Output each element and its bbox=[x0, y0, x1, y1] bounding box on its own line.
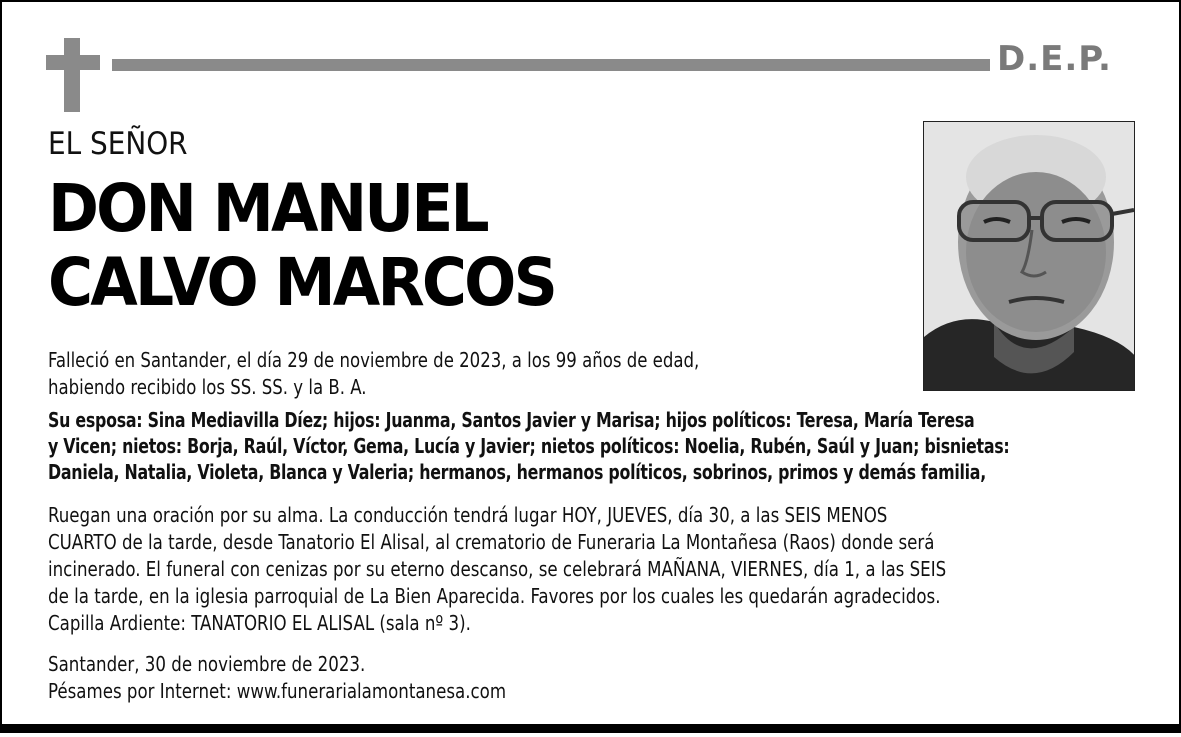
family-line: Daniela, Natalia, Violeta, Blanca y Valeria; hermanos, hermanos políticos, sobrinos, primos y demás familia, bbox=[48, 460, 986, 484]
portrait-photo bbox=[923, 121, 1135, 391]
ceremony-details bbox=[48, 502, 1140, 637]
condolences-website: Pésames por Internet: www.funerarialamontanesa.com bbox=[48, 679, 507, 703]
ceremony-line: incinerado. El funeral con cenizas por su eterno descanso, se celebrará MAÑANA, VIERNES, día 1, a las SEIS bbox=[48, 557, 947, 581]
ceremony-line: Ruegan una oración por su alma. La conducción tendrá lugar HOY, JUEVES, día 30, a las SEIS MENOS bbox=[48, 503, 888, 527]
death-notice-line: Falleció en Santander, el día 29 de noviembre de 2023, a los 99 años de edad, bbox=[48, 348, 700, 372]
ceremony-line: Capilla Ardiente: TANATORIO EL ALISAL (sala nº 3). bbox=[48, 611, 471, 635]
family-line: Su esposa: Sina Mediavilla Díez; hijos: Juanma, Santos Javier y Marisa; hijos políticos: Teresa, María Teresa bbox=[48, 408, 975, 432]
latin-cross-icon bbox=[46, 38, 102, 112]
family-list bbox=[48, 407, 1086, 485]
portrait-illustration bbox=[924, 122, 1135, 391]
death-notice-line: habiendo recibido los SS. SS. y la B. A. bbox=[48, 375, 367, 399]
header-rule bbox=[112, 59, 990, 71]
ceremony-line: CUARTO de la tarde, desde Tanatorio El Alisal, al crematorio de Funeraria La Montañesa (Raos) donde será bbox=[48, 530, 935, 554]
honorific: EL SEÑOR bbox=[48, 126, 188, 162]
deceased-name bbox=[48, 172, 555, 320]
place-date: Santander, 30 de noviembre de 2023. bbox=[48, 652, 366, 676]
name-line-1: DON MANUEL bbox=[48, 170, 487, 247]
name-line-2: CALVO MARCOS bbox=[48, 244, 555, 321]
ceremony-line: de la tarde, en la iglesia parroquial de La Bien Aparecida. Favores por los cuales les quedarán agradecidos. bbox=[48, 584, 941, 608]
footer-info bbox=[48, 651, 788, 705]
family-line: y Vicen; nietos: Borja, Raúl, Víctor, Gema, Lucía y Javier; nietos políticos: Noelia, Rubén, Saúl y Juan; bisnietas: bbox=[48, 434, 1010, 458]
death-notice bbox=[48, 347, 839, 401]
dep-label: D.E.P. bbox=[997, 39, 1112, 79]
